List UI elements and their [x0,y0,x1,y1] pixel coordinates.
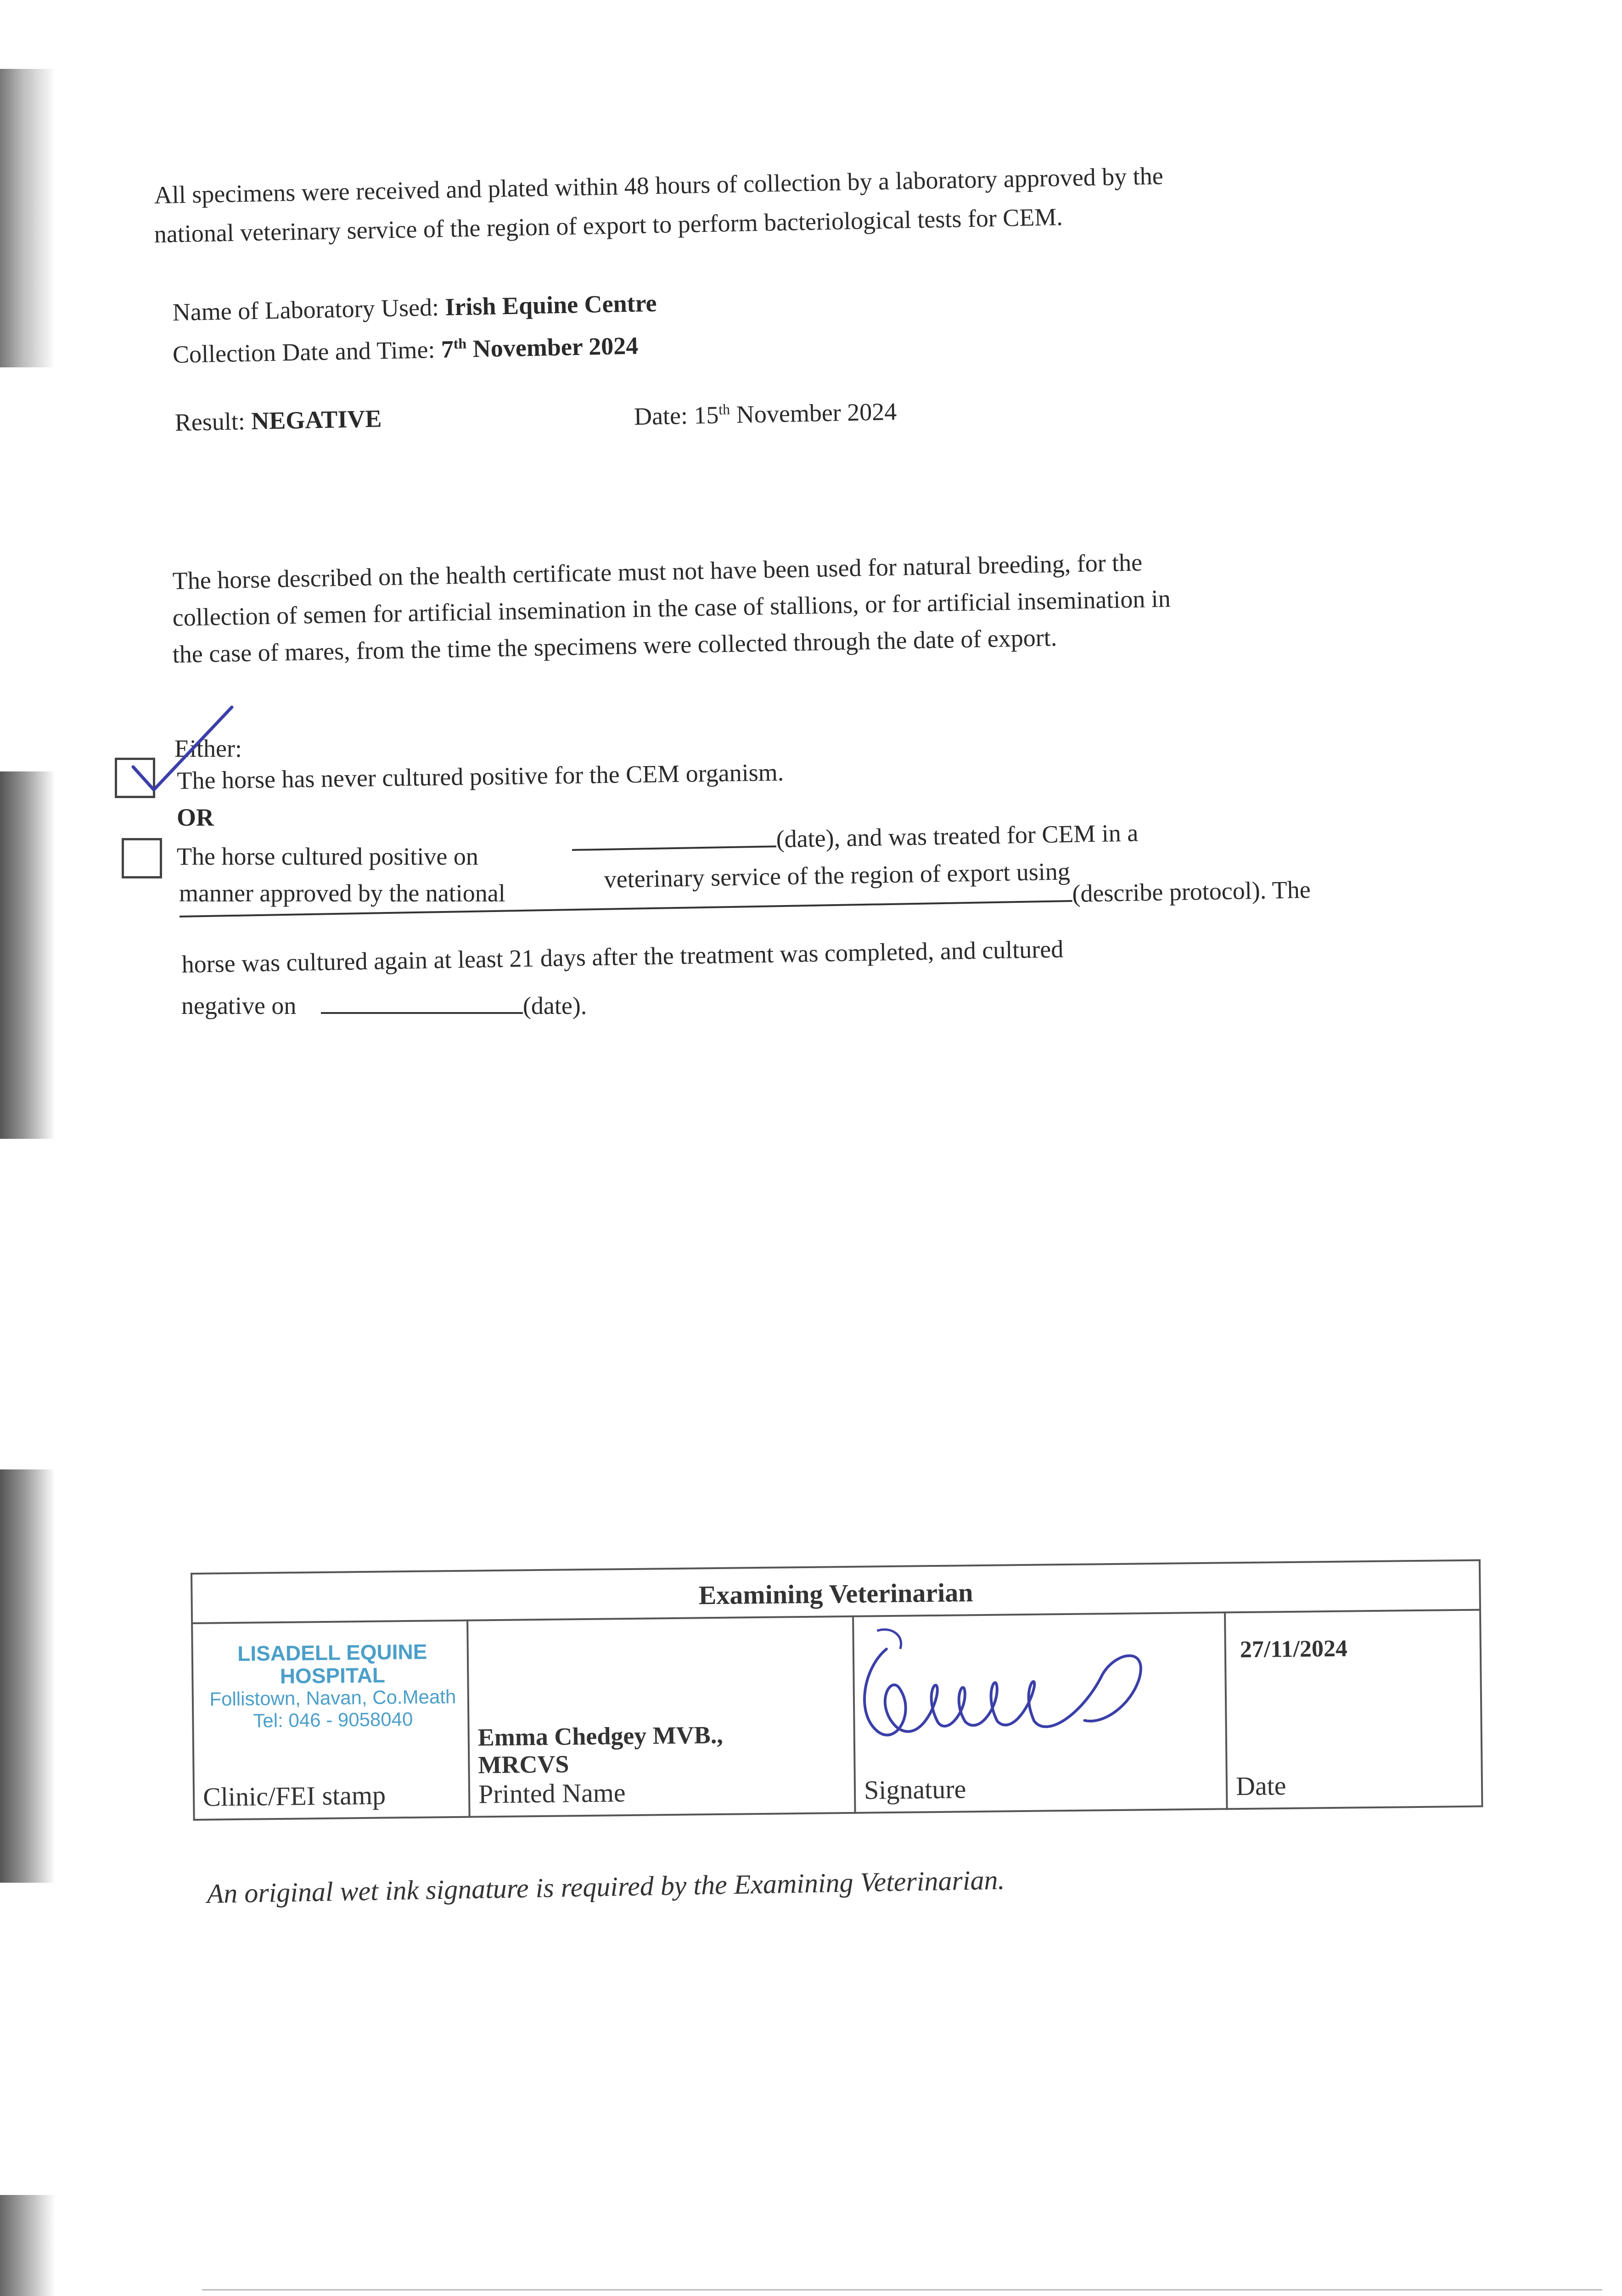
result-label: Result: [174,407,246,436]
collection-label: Collection Date and Time: [172,336,435,368]
laboratory-value: Irish Equine Centre [444,289,657,321]
breeding-line-1: The horse described on the health certificate must not have been used for natural breeding, for the [172,548,1143,595]
date-cell [1225,1610,1482,1809]
either-label: Either: [174,735,242,762]
result-date: Date: 15th November 2024 [634,398,897,430]
date-label: Date [1235,1771,1286,1801]
result-value: NEGATIVE [251,405,382,435]
printed-name-label: Printed Name [478,1778,626,1809]
stamp-label: Clinic/FEI stamp [202,1780,386,1812]
option2-line-2a: manner approved by the national [179,879,505,907]
result-row [174,400,382,441]
breeding-line-2: collection of semen for artificial insemination in the case of stallions, or for artificial insemination in [172,585,1171,631]
vet-name: Emma Chedgey MVB., MRCVS [477,1721,724,1779]
scan-shadow-bottom [0,2195,55,2296]
option2-checkbox[interactable] [122,838,162,878]
scan-shadow-middle [0,771,55,1139]
option2-line-5: negative on (date). [181,992,587,1019]
footer-note: An original wet ink signature is required by the Examining Veterinarian. [207,1864,1005,1909]
cem-paragraph-line-2: national veterinary service of the region of export to perform bacteriological tests for CEM. [154,203,1063,248]
option2-line-3: (describe protocol). The [179,871,1311,928]
cem-paragraph-line-1: All specimens were received and plated within 48 hours of collection by a laboratory approved by the [154,162,1164,209]
clinic-stamp: LISADELL EQUINE HOSPITAL Follistown, Navan, Co.Meath Tel: 046 - 9058040 [209,1639,456,1732]
date-value: 27/11/2024 [1240,1635,1348,1663]
signature-scribble [845,1619,1177,1769]
collection-row [172,322,639,373]
option2-date-blank[interactable] [572,827,776,851]
option2-negative-date-blank[interactable] [321,994,523,1014]
scan-shadow-top [0,69,55,367]
bottom-rule [202,2289,1602,2290]
signature-cell [853,1612,1227,1812]
scan-shadow-lower [0,1469,55,1883]
breeding-line-3: the case of mares, from the time the specimens were collected through the date of export. [172,624,1057,668]
option1-text: The horse has never cultured positive for the CEM organism. [177,758,784,794]
option2-line-4: horse was cultured again at least 21 days after the treatment was completed, and cultured [181,935,1064,978]
option2-line-1b: (date), and was treated for CEM in a [572,814,1139,861]
signature-label: Signature [864,1774,966,1805]
name-cell [467,1616,855,1817]
table-header: Examining Veterinarian [191,1560,1480,1623]
option2-line-1a: The horse cultured positive on [177,843,478,870]
laboratory-label: Name of Laboratory Used: [172,293,439,326]
option2-line-2b: veterinary service of the region of export using [604,857,1071,893]
stamp-cell [192,1621,469,1820]
examining-veterinarian-table [191,1559,1483,1821]
or-label: OR [177,804,214,831]
collection-value: 7th November 2024 [441,332,639,363]
